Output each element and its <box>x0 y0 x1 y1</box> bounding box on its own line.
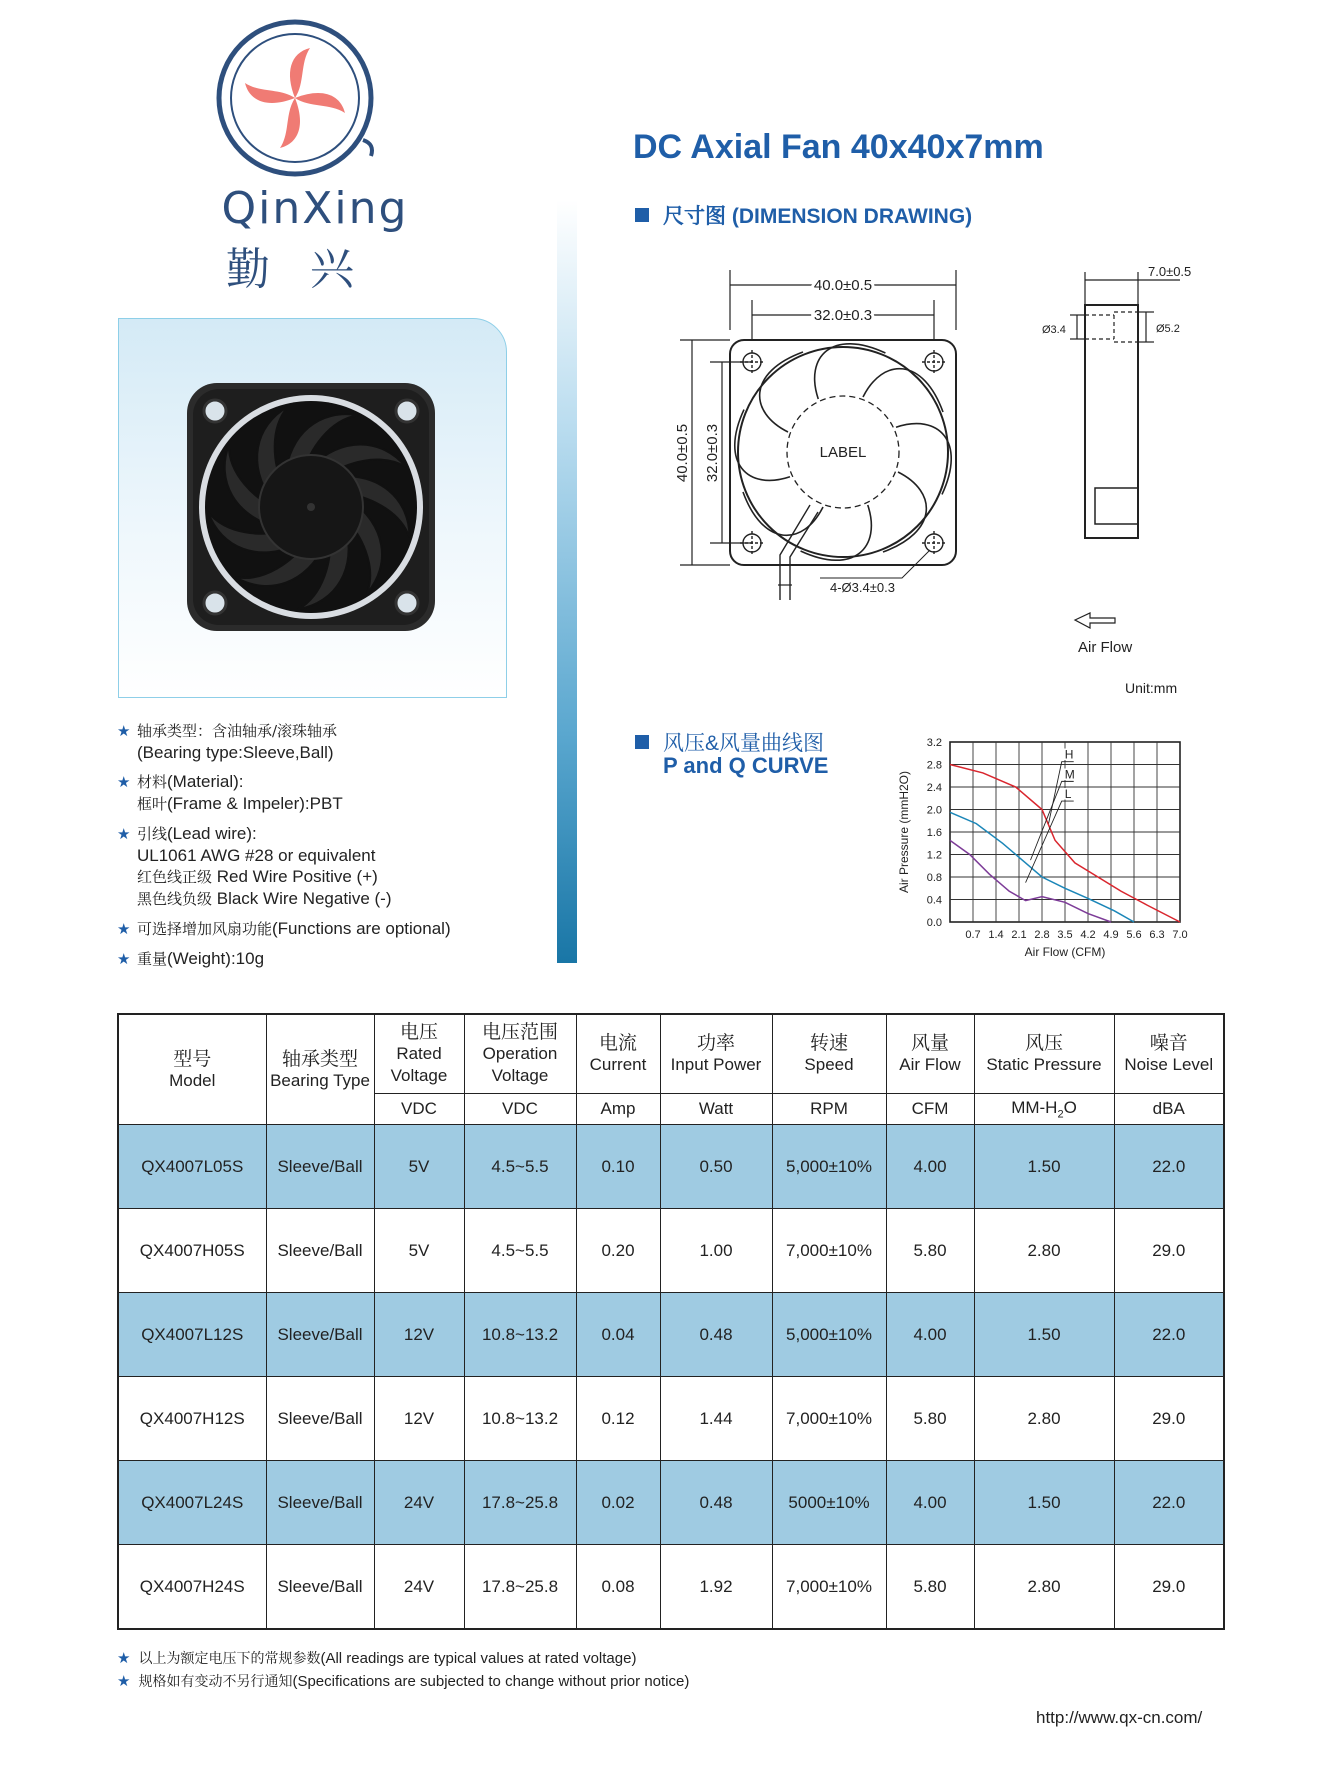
table-cell: QX4007L24S <box>118 1461 266 1545</box>
table-cell: Sleeve/Ball <box>266 1377 374 1461</box>
star-bullet-icon: ★ <box>117 921 131 938</box>
spec-lead-wire: ★ 引线(Lead wire): UL1061 AWG #28 or equivalent 红色线正级 Red Wire Positive (+) 黑色线负级 Black Wire Negative (-) <box>117 824 392 908</box>
spec-material: ★ 材料(Material): 框叶(Frame & Impeler):PBT <box>117 772 343 813</box>
header-en: Bearing Type <box>270 1070 370 1090</box>
unit-cell: VDC <box>464 1094 576 1125</box>
unit-mmh2o: $MM-H_2O$ <box>1011 1097 1077 1121</box>
x-tick-label: 1.4 <box>988 929 1004 941</box>
x-tick-label: 2.1 <box>1011 929 1027 941</box>
dim-thickness: 7.0±0.5 <box>1148 264 1192 279</box>
x-tick-label: 5.6 <box>1126 929 1142 941</box>
y-tick-label: 0.8 <box>926 872 942 884</box>
bullet-square-icon <box>635 735 649 749</box>
table-row <box>118 1377 1224 1461</box>
y-tick-label: 2.4 <box>926 782 942 794</box>
table-cell: 5.80 <box>886 1377 974 1461</box>
header-cn: 风量 <box>910 1032 949 1054</box>
x-tick-label: 7.0 <box>1172 929 1188 941</box>
table-cell: 29.0 <box>1114 1377 1224 1461</box>
table-cell: 22.0 <box>1114 1125 1224 1209</box>
table-cell: 1.50 <box>974 1293 1114 1377</box>
header-en: Speed <box>804 1055 854 1074</box>
table-cell: 10.8~13.2 <box>464 1377 576 1461</box>
table-cell: 5000±10% <box>772 1461 886 1545</box>
table-cell: 0.08 <box>576 1545 660 1630</box>
table-cell: 2.80 <box>974 1545 1114 1630</box>
dim-hole-pitch-vertical: 32.0±0.3 <box>704 423 721 483</box>
unit-cell: dBA <box>1114 1094 1224 1125</box>
header-current <box>576 1014 660 1094</box>
unit-cell: CFM <box>886 1094 974 1125</box>
brand-logo <box>195 15 425 295</box>
star-bullet-icon: ★ <box>117 1650 131 1667</box>
star-bullet-icon: ★ <box>117 774 131 791</box>
header-model <box>118 1014 266 1125</box>
table-cell: Sleeve/Ball <box>266 1209 374 1293</box>
table-cell: 5V <box>374 1125 464 1209</box>
header-en: Air Flow <box>899 1055 961 1074</box>
header-en: Operation Voltage <box>482 1044 558 1085</box>
header-en: Rated Voltage <box>390 1044 448 1085</box>
header-en: Model <box>169 1070 216 1090</box>
table-cell: 10.8~13.2 <box>464 1293 576 1377</box>
x-tick-label: 4.9 <box>1103 929 1119 941</box>
table-cell: 5.80 <box>886 1545 974 1630</box>
table-cell: 29.0 <box>1114 1209 1224 1293</box>
table-header-row <box>118 1014 1224 1094</box>
table-row <box>118 1125 1224 1209</box>
table-cell: 24V <box>374 1545 464 1630</box>
header-cn: 噪音 <box>1149 1032 1188 1054</box>
x-axis-label: Air Flow (CFM) <box>1024 945 1106 959</box>
unit-cell: Watt <box>660 1094 772 1125</box>
table-cell: 5,000±10% <box>772 1125 886 1209</box>
note-item: ★ 以上为额定电压下的常规参数(All readings are typical values at rated voltage) <box>117 1650 637 1667</box>
y-tick-label: 1.2 <box>926 849 942 862</box>
dim-hole-pitch: 32.0±0.3 <box>813 307 873 324</box>
star-bullet-icon: ★ <box>117 951 131 968</box>
unit-cell: RPM <box>772 1094 886 1125</box>
table-cell: 24V <box>374 1461 464 1545</box>
table-cell: 4.00 <box>886 1293 974 1377</box>
table-cell: 0.48 <box>660 1293 772 1377</box>
table-cell: 17.8~25.8 <box>464 1545 576 1630</box>
dim-d-large: Ø5.2 <box>1156 323 1180 335</box>
table-cell: Sleeve/Ball <box>266 1293 374 1377</box>
y-tick-label: 3.2 <box>926 737 942 749</box>
spec-weight: ★ 重量(Weight):10g <box>117 949 265 968</box>
dim-d-small: Ø3.4 <box>1042 324 1066 336</box>
star-bullet-icon: ★ <box>117 1673 131 1690</box>
table-cell: 4.00 <box>886 1125 974 1209</box>
fan-label-text: LABEL <box>819 444 867 461</box>
table-cell: Sleeve/Ball <box>266 1461 374 1545</box>
series-leader-line <box>1026 801 1074 883</box>
header-cn: 型号 <box>173 1047 212 1070</box>
header-cn: 轴承类型 <box>281 1047 358 1070</box>
header-en: Static Pressure <box>986 1055 1102 1074</box>
dimension-drawing <box>640 260 1220 700</box>
pq-curve-chart <box>860 720 1200 980</box>
table-cell: 5,000±10% <box>772 1293 886 1377</box>
table-cell: QX4007H12S <box>118 1377 266 1461</box>
spec-functions: ★ 可选择增加风扇功能(Functions are optional) <box>117 919 451 938</box>
y-axis-label: Air Pressure (mmH2O) <box>897 770 911 894</box>
series-label-l: L <box>1064 787 1072 802</box>
table-cell: 12V <box>374 1293 464 1377</box>
table-cell: 17.8~25.8 <box>464 1461 576 1545</box>
table-cell: 7,000±10% <box>772 1377 886 1461</box>
table-row <box>118 1545 1224 1630</box>
table-cell: 1.50 <box>974 1461 1114 1545</box>
y-tick-label: 0.4 <box>926 894 942 907</box>
pq-heading-en: P and Q CURVE <box>663 753 829 778</box>
table-cell: 2.80 <box>974 1377 1114 1461</box>
y-tick-label: 0.0 <box>926 917 942 929</box>
star-bullet-icon: ★ <box>117 723 131 740</box>
table-cell: QX4007L05S <box>118 1125 266 1209</box>
spec-table <box>117 1013 1225 1630</box>
table-row <box>118 1461 1224 1545</box>
air-flow-label: Air Flow <box>1078 639 1133 656</box>
y-tick-label: 1.6 <box>926 827 942 839</box>
header-speed <box>772 1014 886 1094</box>
table-cell: 29.0 <box>1114 1545 1224 1630</box>
series-label-h: H <box>1064 747 1074 762</box>
table-cell: 1.50 <box>974 1125 1114 1209</box>
table-cell: Sleeve/Ball <box>266 1545 374 1630</box>
product-photo-panel <box>118 318 507 698</box>
header-input-power <box>660 1014 772 1094</box>
y-tick-label: 2.8 <box>926 759 942 772</box>
unit-cell: Amp <box>576 1094 660 1125</box>
table-cell: 1.92 <box>660 1545 772 1630</box>
brand-name-cn: 勤兴 <box>226 244 394 295</box>
unit-cell <box>974 1094 1114 1125</box>
notes <box>117 1648 689 1694</box>
table-cell: 7,000±10% <box>772 1545 886 1630</box>
dim-overall-height: 40.0±0.5 <box>674 423 691 483</box>
fan-logo-icon <box>195 15 425 185</box>
header-cn: 电压范围 <box>481 1021 558 1043</box>
header-en: Current <box>589 1055 647 1074</box>
header-en: Noise Level <box>1124 1055 1214 1074</box>
spec-bearing: ★ 轴承类型：含油轴承/滚珠轴承 (Bearing type:Sleeve,Ball) <box>117 722 338 762</box>
table-cell: QX4007H24S <box>118 1545 266 1630</box>
table-cell: 0.04 <box>576 1293 660 1377</box>
bullet-square-icon <box>635 208 649 222</box>
note-item: ★ 规格如有变动不另行通知(Specifications are subjected to change without prior notice) <box>117 1673 690 1690</box>
website-link[interactable]: http://www.qx-cn.com/ <box>1036 1708 1203 1727</box>
unit-cell: VDC <box>374 1094 464 1125</box>
table-cell: 1.44 <box>660 1377 772 1461</box>
table-cell: 4.00 <box>886 1461 974 1545</box>
brand-name: QinXing <box>221 183 409 234</box>
table-cell: 4.5~5.5 <box>464 1209 576 1293</box>
table-cell: 0.12 <box>576 1377 660 1461</box>
table-row <box>118 1209 1224 1293</box>
table-cell: 22.0 <box>1114 1293 1224 1377</box>
header-cn: 电流 <box>598 1032 637 1054</box>
table-cell: 22.0 <box>1114 1461 1224 1545</box>
header-static-pressure <box>974 1014 1114 1094</box>
table-cell: 7,000±10% <box>772 1209 886 1293</box>
table-cell: 0.48 <box>660 1461 772 1545</box>
y-tick-label: 2.0 <box>926 804 942 817</box>
table-cell: Sleeve/Ball <box>266 1125 374 1209</box>
header-cn: 转速 <box>809 1032 848 1054</box>
x-tick-label: 2.8 <box>1034 929 1050 941</box>
table-cell: QX4007H05S <box>118 1209 266 1293</box>
table-cell: 1.00 <box>660 1209 772 1293</box>
x-tick-label: 4.2 <box>1080 929 1096 941</box>
table-cell: 0.10 <box>576 1125 660 1209</box>
header-bearing-type <box>266 1014 374 1125</box>
header-cn: 风压 <box>1024 1032 1063 1054</box>
header-cn: 电压 <box>399 1021 438 1043</box>
series-line-l <box>950 840 1111 922</box>
star-bullet-icon: ★ <box>117 826 131 843</box>
series-label-m: M <box>1064 767 1075 782</box>
header-rated-voltage <box>374 1014 464 1094</box>
x-tick-label: 0.7 <box>965 929 981 941</box>
dimension-heading: 尺寸图 (DIMENSION DRAWING) <box>635 200 972 230</box>
table-cell: QX4007L12S <box>118 1293 266 1377</box>
unit-label: Unit:mm <box>1125 680 1178 696</box>
header-noise-level <box>1114 1014 1224 1094</box>
dim-overall-width: 40.0±0.5 <box>813 277 873 294</box>
decorative-gradient-bar <box>557 200 577 963</box>
table-cell: 4.5~5.5 <box>464 1125 576 1209</box>
pq-heading-cn: 风压&风量曲线图 <box>635 727 824 757</box>
x-tick-label: 6.3 <box>1149 929 1165 941</box>
table-cell: 0.02 <box>576 1461 660 1545</box>
table-cell: 0.20 <box>576 1209 660 1293</box>
dim-holes: 4-Ø3.4±0.3 <box>830 580 895 595</box>
table-cell: 5.80 <box>886 1209 974 1293</box>
table-cell: 0.50 <box>660 1125 772 1209</box>
header-operation-voltage <box>464 1014 576 1094</box>
header-cn: 功率 <box>696 1032 735 1054</box>
table-cell: 2.80 <box>974 1209 1114 1293</box>
header-air-flow <box>886 1014 974 1094</box>
x-tick-label: 3.5 <box>1057 929 1073 941</box>
table-cell: 5V <box>374 1209 464 1293</box>
page-title: DC Axial Fan 40x40x7mm <box>633 128 1044 166</box>
table-cell: 12V <box>374 1377 464 1461</box>
fan-photo <box>119 319 506 697</box>
table-row <box>118 1293 1224 1377</box>
spec-list <box>117 720 557 978</box>
header-en: Input Power <box>670 1055 762 1074</box>
